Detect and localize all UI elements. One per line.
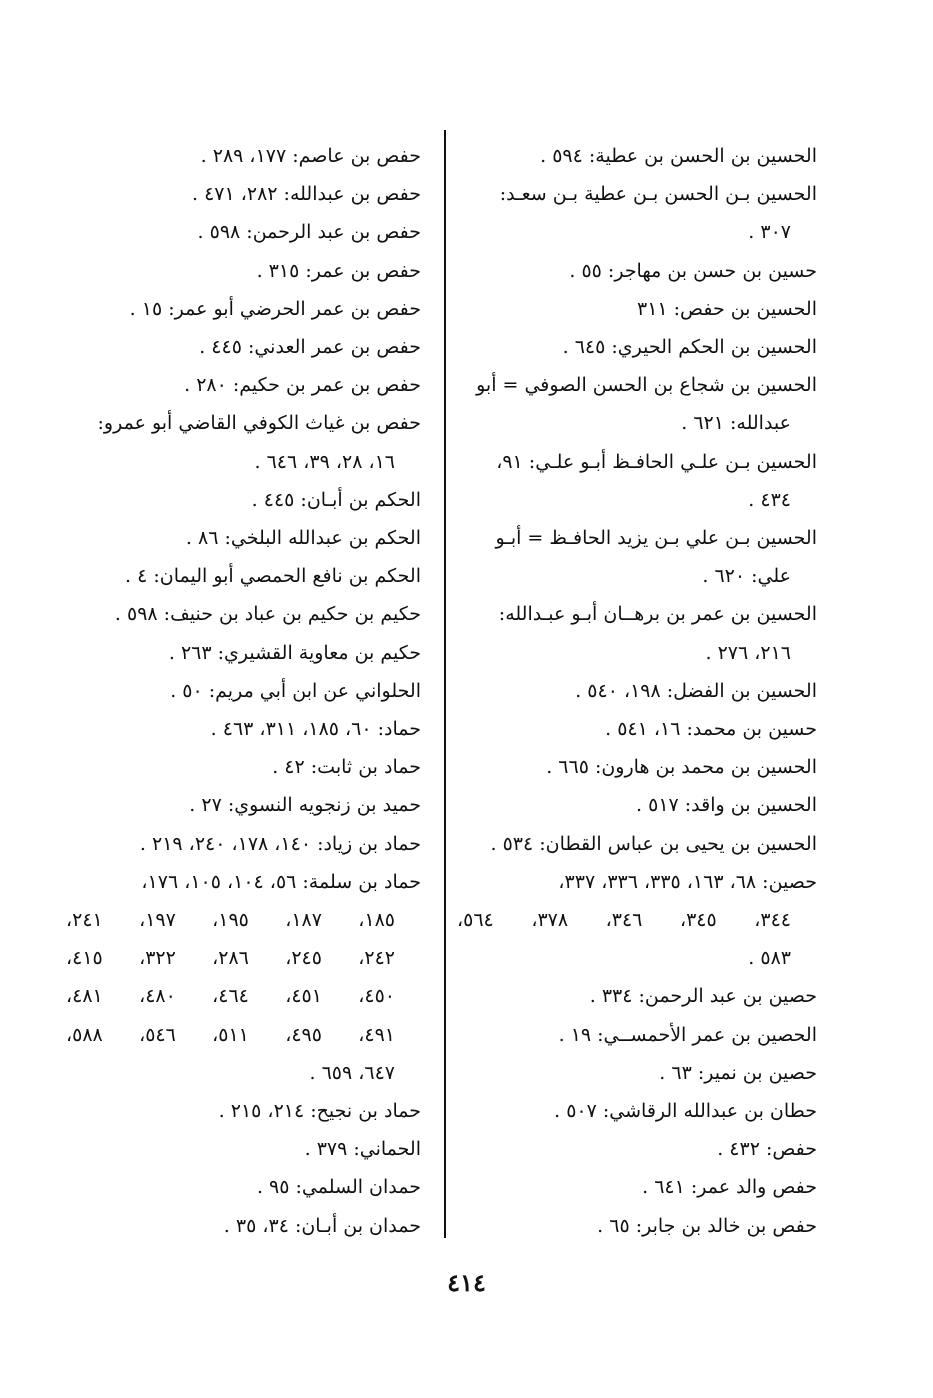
index-entry: حسين بن حسن بن مهاجر: ٥٥ . xyxy=(569,259,817,282)
index-entry: الحماني: ٣٧٩ . xyxy=(304,1138,421,1161)
index-entry: الحسين بـن الحسن بـن عطية بـن سعـد: xyxy=(499,183,817,206)
index-entry: الحسين بن واقد: ٥١٧ . xyxy=(636,794,817,817)
index-entry: حماد بن زياد: ١٤٠، ١٧٨، ٢٤٠، ٢١٩ . xyxy=(139,832,421,855)
index-entry-continuation: ٤٩١، ٤٩٥، ٥١١، ٥٤٦، ٥٨٨، xyxy=(66,1023,396,1046)
index-entry: الحسين بن يحيى بن عباس القطان: ٥٣٤ . xyxy=(490,832,817,855)
index-entry: حفص والد عمر: ٦٤١ . xyxy=(642,1176,817,1199)
index-entry: حفص بن عمر العدني: ٤٤٥ . xyxy=(199,336,421,359)
index-entry: الحسين بـن علي بـن يزيد الحافـظ = أبـو xyxy=(495,527,817,550)
index-entry: الحصين بن عمر الأحمســي: ١٩ . xyxy=(558,1023,817,1046)
index-entry-continuation: ٢١٦، ٢٧٦ . xyxy=(705,641,791,664)
index-entry: حفص بن عمر الحرضي أبو عمر: ١٥ . xyxy=(129,297,421,320)
index-entry: حكيم بن معاوية القشيري: ٢٦٣ . xyxy=(168,641,421,664)
index-entry-continuation: ٤٥٠، ٤٥١، ٤٦٤، ٤٨٠، ٤٨١، xyxy=(66,985,396,1008)
index-entry: حفص بن عمر بن حكيم: ٢٨٠ . xyxy=(184,374,421,397)
index-entry: حصين بن نمير: ٦٣ . xyxy=(659,1061,817,1084)
index-entry: حماد بن ثابت: ٤٢ . xyxy=(272,756,421,779)
index-entry: الحسين بن عمر بن برهــان أبـو عبـدالله: xyxy=(498,603,817,626)
index-entry: حصين: ٦٨، ١٦٣، ٣٣٥، ٣٣٦، ٣٣٧، xyxy=(558,870,817,893)
index-entry-continuation: ٢٤٢، ٢٤٥، ٢٨٦، ٣٢٢، ٤١٥، xyxy=(66,947,396,970)
right-column xyxy=(457,137,817,1245)
index-entry: حفص بن غياث الكوفي القاضي أبو عمرو: xyxy=(97,412,421,435)
index-entry: الحلواني عن ابن أبي مريم: ٥٠ . xyxy=(170,679,421,702)
index-entry: حطان بن عبدالله الرقاشي: ٥٠٧ . xyxy=(554,1100,817,1123)
page-number: ٤١٤ xyxy=(447,1268,486,1297)
index-entry-continuation: ٣٤٤، ٣٤٥، ٣٤٦، ٣٧٨، ٥٦٤، xyxy=(457,909,792,932)
index-entry: الحسين بن الفضل: ١٩٨، ٥٤٠ . xyxy=(575,679,817,702)
index-entry-continuation: ٦٤٧، ٦٥٩ . xyxy=(309,1061,395,1084)
index-entry: حماد: ٦٠، ١٨٥، ٣١١، ٤٦٣ . xyxy=(210,718,421,741)
index-entry: الحسين بن الحكم الحيري: ٦٤٥ . xyxy=(562,336,817,359)
index-entry: الحسين بن محمد بن هارون: ٦٦٥ . xyxy=(546,756,817,779)
index-entry: حمدان السلمي: ٩٥ . xyxy=(256,1176,421,1199)
index-entry: حفص بن خالد بن جابر: ٦٥ . xyxy=(597,1214,817,1237)
index-entry-continuation: ١٨٥، ١٨٧، ١٩٥، ١٩٧، ٢٤١، xyxy=(66,909,396,932)
index-entry: حفص بن عاصم: ١٧٧، ٢٨٩ . xyxy=(200,145,421,167)
index-entry: حكيم بن حكيم بن عباد بن حنيف: ٥٩٨ . xyxy=(114,603,421,626)
index-entry: الحكم بن أبـان: ٤٤٥ . xyxy=(251,488,421,511)
index-entry: الحكم بن عبدالله البلخي: ٨٦ . xyxy=(185,527,421,550)
index-entry-continuation: ١٦، ٢٨، ٣٩، ٦٤٦ . xyxy=(254,450,395,473)
index-entry: الحسين بن شجاع بن الحسن الصوفي = أبو xyxy=(476,374,817,397)
index-entry-continuation: علي: ٦٢٠ . xyxy=(702,565,791,588)
column-divider xyxy=(444,130,446,1238)
left-column xyxy=(66,137,421,1245)
index-entry-continuation: ٣٠٧ . xyxy=(748,221,791,244)
index-entry: حمدان بن أبـان: ٣٤، ٣٥ . xyxy=(223,1214,421,1237)
index-entry: الحكم بن نافع الحمصي أبو اليمان: ٤ . xyxy=(125,565,421,588)
index-entry: الحسين بـن علـي الحافـظ أبـو علـي: ٩١، xyxy=(496,450,817,473)
index-entry: حماد بن سلمة: ٥٦، ١٠٤، ١٠٥، ١٧٦، xyxy=(141,870,421,893)
index-entry: حفص بن عمر: ٣١٥ . xyxy=(256,259,421,282)
index-entry: الحسين بن حفص: ٣١١ xyxy=(636,297,817,320)
index-entry: حسين بن محمد: ١٦، ٥٤١ . xyxy=(605,718,817,741)
index-entry: حفص بن عبدالله: ٢٨٢، ٤٧١ . xyxy=(191,183,421,206)
index-entry-continuation: ٥٨٣ . xyxy=(748,947,791,970)
index-entry: الحسين بن الحسن بن عطية: ٥٩٤ . xyxy=(540,145,817,167)
index-entry: حصين بن عبد الرحمن: ٣٣٤ . xyxy=(589,985,817,1008)
index-entry-continuation: ٤٣٤ . xyxy=(748,488,791,511)
index-entry-continuation: عبدالله: ٦٢١ . xyxy=(681,412,791,435)
index-entry: حميد بن زنجويه النسوي: ٢٧ . xyxy=(189,794,421,817)
index-entry: حفص: ٤٣٢ . xyxy=(717,1138,817,1161)
index-entry: حفص بن عبد الرحمن: ٥٩٨ . xyxy=(197,221,421,244)
index-entry: حماد بن نجيح: ٢١٤، ٢١٥ . xyxy=(218,1100,421,1123)
